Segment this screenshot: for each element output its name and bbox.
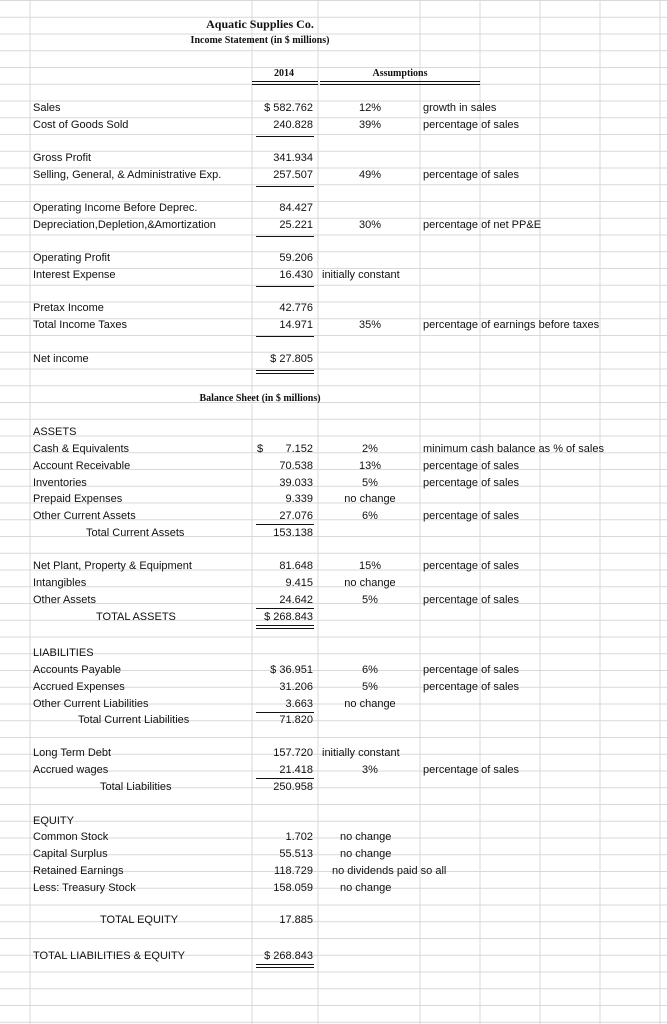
asset-value[interactable]: 24.642: [279, 594, 313, 606]
asset-value[interactable]: 70.538: [279, 460, 313, 472]
total-assets-value[interactable]: $ 268.843: [264, 611, 313, 623]
equity-label: Retained Earnings: [33, 865, 124, 877]
asset-label: Net Plant, Property & Equipment: [33, 560, 192, 572]
total-assets-label: TOTAL ASSETS: [96, 611, 176, 623]
total-liabilities-equity-value[interactable]: $ 268.843: [264, 950, 313, 962]
asset-label: Inventories: [33, 477, 87, 489]
income-label: Pretax Income: [33, 302, 104, 314]
liability-label: Accrued Expenses: [33, 681, 125, 693]
asset-value[interactable]: 27.076: [279, 510, 313, 522]
income-value[interactable]: $ 582.762: [264, 102, 313, 114]
income-label: Total Income Taxes: [33, 319, 127, 331]
liability-value[interactable]: 71.820: [279, 714, 313, 726]
assumption-note: percentage of net PP&E: [423, 219, 542, 231]
asset-label: Intangibles: [33, 577, 87, 589]
liability-label: Accounts Payable: [33, 664, 122, 676]
income-statement-title: Income Statement (in $ millions): [190, 35, 330, 46]
assumption-note: percentage of earnings before taxes: [423, 319, 600, 331]
assumption-pct[interactable]: no change: [344, 577, 396, 589]
year-header: 2014: [274, 68, 294, 79]
company-name: Aquatic Supplies Co.: [206, 17, 314, 31]
subtotal-rule: [256, 778, 314, 779]
assumption-pct[interactable]: no dividends paid so all: [332, 865, 447, 877]
subtotal-rule: [256, 286, 314, 287]
liability-value[interactable]: $ 36.951: [270, 664, 313, 676]
assumption-note: percentage of sales: [423, 510, 520, 522]
liability-value[interactable]: 31.206: [279, 681, 313, 693]
equity-value[interactable]: 55.513: [279, 848, 313, 860]
assumption-pct[interactable]: 3%: [362, 764, 378, 776]
assumption-note: percentage of sales: [423, 664, 520, 676]
assumption-pct[interactable]: 39%: [358, 119, 382, 131]
assumptions-header: Assumptions: [372, 68, 428, 79]
liability-label: Other Current Liabilities: [33, 698, 149, 710]
subtotal-rule: [256, 712, 314, 713]
assumption-pct[interactable]: 15%: [358, 560, 382, 572]
income-value[interactable]: 42.776: [279, 302, 313, 314]
assumption-pct[interactable]: no change: [340, 831, 392, 843]
asset-label: Total Current Assets: [86, 527, 185, 539]
liability-label: Long Term Debt: [33, 747, 112, 759]
liability-value[interactable]: 250.958: [273, 781, 313, 793]
liability-value[interactable]: 21.418: [279, 764, 313, 776]
assumption-pct[interactable]: 6%: [362, 510, 378, 522]
assumption-pct[interactable]: 35%: [358, 319, 382, 331]
equity-label: Capital Surplus: [33, 848, 108, 860]
liability-value[interactable]: 3.663: [285, 698, 313, 710]
assumption-note: percentage of sales: [423, 681, 520, 693]
income-label: Operating Profit: [33, 252, 111, 264]
liability-label: Accrued wages: [33, 764, 109, 776]
income-label: Cost of Goods Sold: [33, 119, 129, 131]
income-value[interactable]: 84.427: [279, 202, 313, 214]
assumption-note: percentage of sales: [423, 460, 520, 472]
liability-value[interactable]: 157.720: [273, 747, 313, 759]
equity-value[interactable]: 1.702: [285, 831, 313, 843]
assumption-pct[interactable]: no change: [344, 493, 396, 505]
income-value[interactable]: 341.934: [273, 152, 313, 164]
assumption-pct[interactable]: 6%: [362, 664, 378, 676]
assumption-pct[interactable]: no change: [344, 698, 396, 710]
equity-header: EQUITY: [33, 815, 74, 827]
subtotal-rule: [256, 524, 314, 525]
asset-value[interactable]: 9.415: [285, 577, 313, 589]
equity-label: Less: Treasury Stock: [33, 882, 136, 894]
balance-sheet-title: Balance Sheet (in $ millions): [199, 393, 321, 404]
subtotal-rule: [256, 336, 314, 337]
total-equity-label: TOTAL EQUITY: [100, 914, 179, 926]
assumption-note: percentage of sales: [423, 119, 520, 131]
assumption-pct[interactable]: 2%: [362, 443, 378, 455]
assumption-pct[interactable]: 49%: [358, 169, 382, 181]
assumption-note: percentage of sales: [423, 594, 520, 606]
net-income-value[interactable]: $ 27.805: [270, 353, 313, 365]
assumption-pct[interactable]: 5%: [362, 681, 378, 693]
income-label: Net income: [33, 353, 89, 365]
assumption-note: percentage of sales: [423, 764, 520, 776]
income-label: Operating Income Before Deprec.: [33, 202, 198, 214]
total-equity-value[interactable]: 17.885: [279, 914, 313, 926]
income-label: Sales: [33, 102, 61, 114]
total-rule: [256, 625, 314, 629]
asset-label: Account Receivable: [33, 460, 131, 472]
income-value[interactable]: 59.206: [279, 252, 313, 264]
asset-label: Other Assets: [33, 594, 96, 606]
equity-value[interactable]: 158.059: [273, 882, 313, 894]
assumption-note: minimum cash balance as % of sales: [423, 443, 604, 455]
assumption-pct[interactable]: 30%: [358, 219, 382, 231]
assumptions-underline: [320, 81, 480, 85]
asset-value[interactable]: 39.033: [279, 477, 313, 489]
asset-label: Prepaid Expenses: [33, 493, 123, 505]
assumption-note: percentage of sales: [423, 477, 520, 489]
assets-header: ASSETS: [33, 426, 77, 438]
assumption-pct[interactable]: 12%: [358, 102, 382, 114]
income-label: Depreciation,Depletion,&Amortization: [33, 219, 216, 231]
subtotal-rule: [256, 186, 314, 187]
assumption-pct[interactable]: no change: [340, 848, 392, 860]
liability-label: Total Liabilities: [100, 781, 172, 793]
assumption-pct[interactable]: no change: [340, 882, 392, 894]
asset-label: Other Current Assets: [33, 510, 136, 522]
total-rule: [256, 964, 314, 968]
assumption-note: percentage of sales: [423, 169, 520, 181]
income-value[interactable]: 25.221: [279, 219, 313, 231]
income-label: Gross Profit: [33, 152, 92, 164]
assumption-note: growth in sales: [423, 102, 497, 114]
asset-value[interactable]: 81.648: [279, 560, 313, 572]
assumption-pct[interactable]: 5%: [362, 594, 378, 606]
equity-value[interactable]: 118.729: [274, 865, 313, 877]
liability-label: Total Current Liabilities: [78, 714, 190, 726]
income-value[interactable]: 14.971: [279, 319, 313, 331]
asset-value[interactable]: 7.152: [285, 443, 313, 455]
liabilities-header: LIABILITIES: [33, 647, 94, 659]
dollar-sign: $: [257, 443, 264, 455]
asset-value[interactable]: 153.138: [273, 527, 313, 539]
income-value[interactable]: 16.430: [279, 269, 313, 281]
asset-label: Cash & Equivalents: [33, 443, 129, 455]
assumption-pct[interactable]: 5%: [362, 477, 378, 489]
total-rule: [256, 370, 314, 374]
income-label: Interest Expense: [33, 269, 116, 281]
assumption-note: percentage of sales: [423, 560, 520, 572]
subtotal-rule: [256, 236, 314, 237]
assumption-pct[interactable]: 13%: [358, 460, 382, 472]
income-value[interactable]: 240.828: [273, 119, 313, 131]
asset-value[interactable]: 9.339: [285, 493, 313, 505]
assumption-pct[interactable]: initially constant: [322, 269, 400, 281]
subtotal-rule: [256, 608, 314, 609]
income-value[interactable]: 257.507: [273, 169, 313, 181]
income-label: Selling, General, & Administrative Exp.: [33, 169, 222, 181]
assumption-pct[interactable]: initially constant: [322, 747, 400, 759]
year-underline: [252, 81, 318, 85]
subtotal-rule: [256, 136, 314, 137]
total-liabilities-equity-label: TOTAL LIABILITIES & EQUITY: [33, 950, 186, 962]
equity-label: Common Stock: [33, 831, 109, 843]
